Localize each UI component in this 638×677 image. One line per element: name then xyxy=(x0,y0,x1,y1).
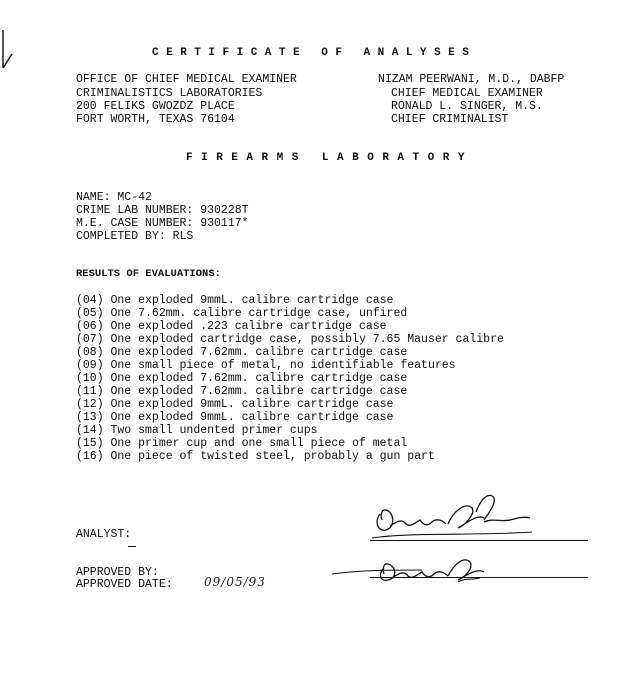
office-line-1: OFFICE OF CHIEF MEDICAL EXAMINER xyxy=(76,73,297,86)
crime-lab-number: CRIME LAB NUMBER: 930228T xyxy=(76,204,249,217)
result-item: (15) One primer cup and one small piece of metal xyxy=(76,437,408,450)
result-item: (10) One exploded 7.62mm. calibre cartridge case xyxy=(76,372,408,385)
result-item: (05) One 7.62mm. calibre cartridge case, unfired xyxy=(76,307,408,320)
result-item: (06) One exploded .223 calibre cartridge case xyxy=(76,320,387,333)
office-line-2: CRIMINALISTICS LABORATORIES xyxy=(76,87,263,100)
certificate-title: CERTIFICATE OF ANALYSES xyxy=(152,47,477,59)
results-heading: RESULTS OF EVALUATIONS: xyxy=(76,268,221,280)
approved-by-label: APPROVED BY: xyxy=(76,566,159,579)
approved-date-value: 09/05/93 xyxy=(204,575,266,589)
office-line-3: 200 FELIKS GWOZDZ PLACE xyxy=(76,100,235,113)
result-item: (14) Two small undented primer cups xyxy=(76,424,318,437)
result-item: (12) One exploded 9mmL. calibre cartridge case xyxy=(76,398,394,411)
result-item: (08) One exploded 7.62mm. calibre cartridge case xyxy=(76,346,408,359)
approved-date-label: APPROVED DATE: xyxy=(76,578,173,591)
official-line-2: CHIEF MEDICAL EXAMINER xyxy=(391,87,543,100)
official-line-1: NIZAM PEERWANI, M.D., DABFP xyxy=(378,73,565,86)
approver-signature xyxy=(332,548,502,588)
analyst-label: ANALYST: xyxy=(76,528,132,541)
result-item: (07) One exploded cartridge case, possibly 7.65 Mauser calibre xyxy=(76,333,504,346)
completed-by: COMPLETED BY: RLS xyxy=(76,230,194,243)
analyst-signature xyxy=(372,492,542,542)
office-line-4: FORT WORTH, TEXAS 76104 xyxy=(76,113,235,126)
me-case-number: M.E. CASE NUMBER: 930117* xyxy=(76,217,249,230)
lab-heading: FIREARMS LABORATORY xyxy=(186,152,473,164)
result-item: (13) One exploded 9mmL. calibre cartridge case xyxy=(76,411,394,424)
margin-mark xyxy=(0,30,14,70)
official-line-4: CHIEF CRIMINALIST xyxy=(391,113,509,126)
result-item: (11) One exploded 7.62mm. calibre cartridge case xyxy=(76,385,408,398)
result-item: (04) One exploded 9mmL. calibre cartridge case xyxy=(76,294,394,307)
official-line-3: RONALD L. SINGER, M.S. xyxy=(391,100,543,113)
case-name: NAME: MC-42 xyxy=(76,191,152,204)
result-item: (09) One small piece of metal, no identifiable features xyxy=(76,359,456,372)
dash-mark xyxy=(128,546,136,547)
result-item: (16) One piece of twisted steel, probably a gun part xyxy=(76,450,435,463)
